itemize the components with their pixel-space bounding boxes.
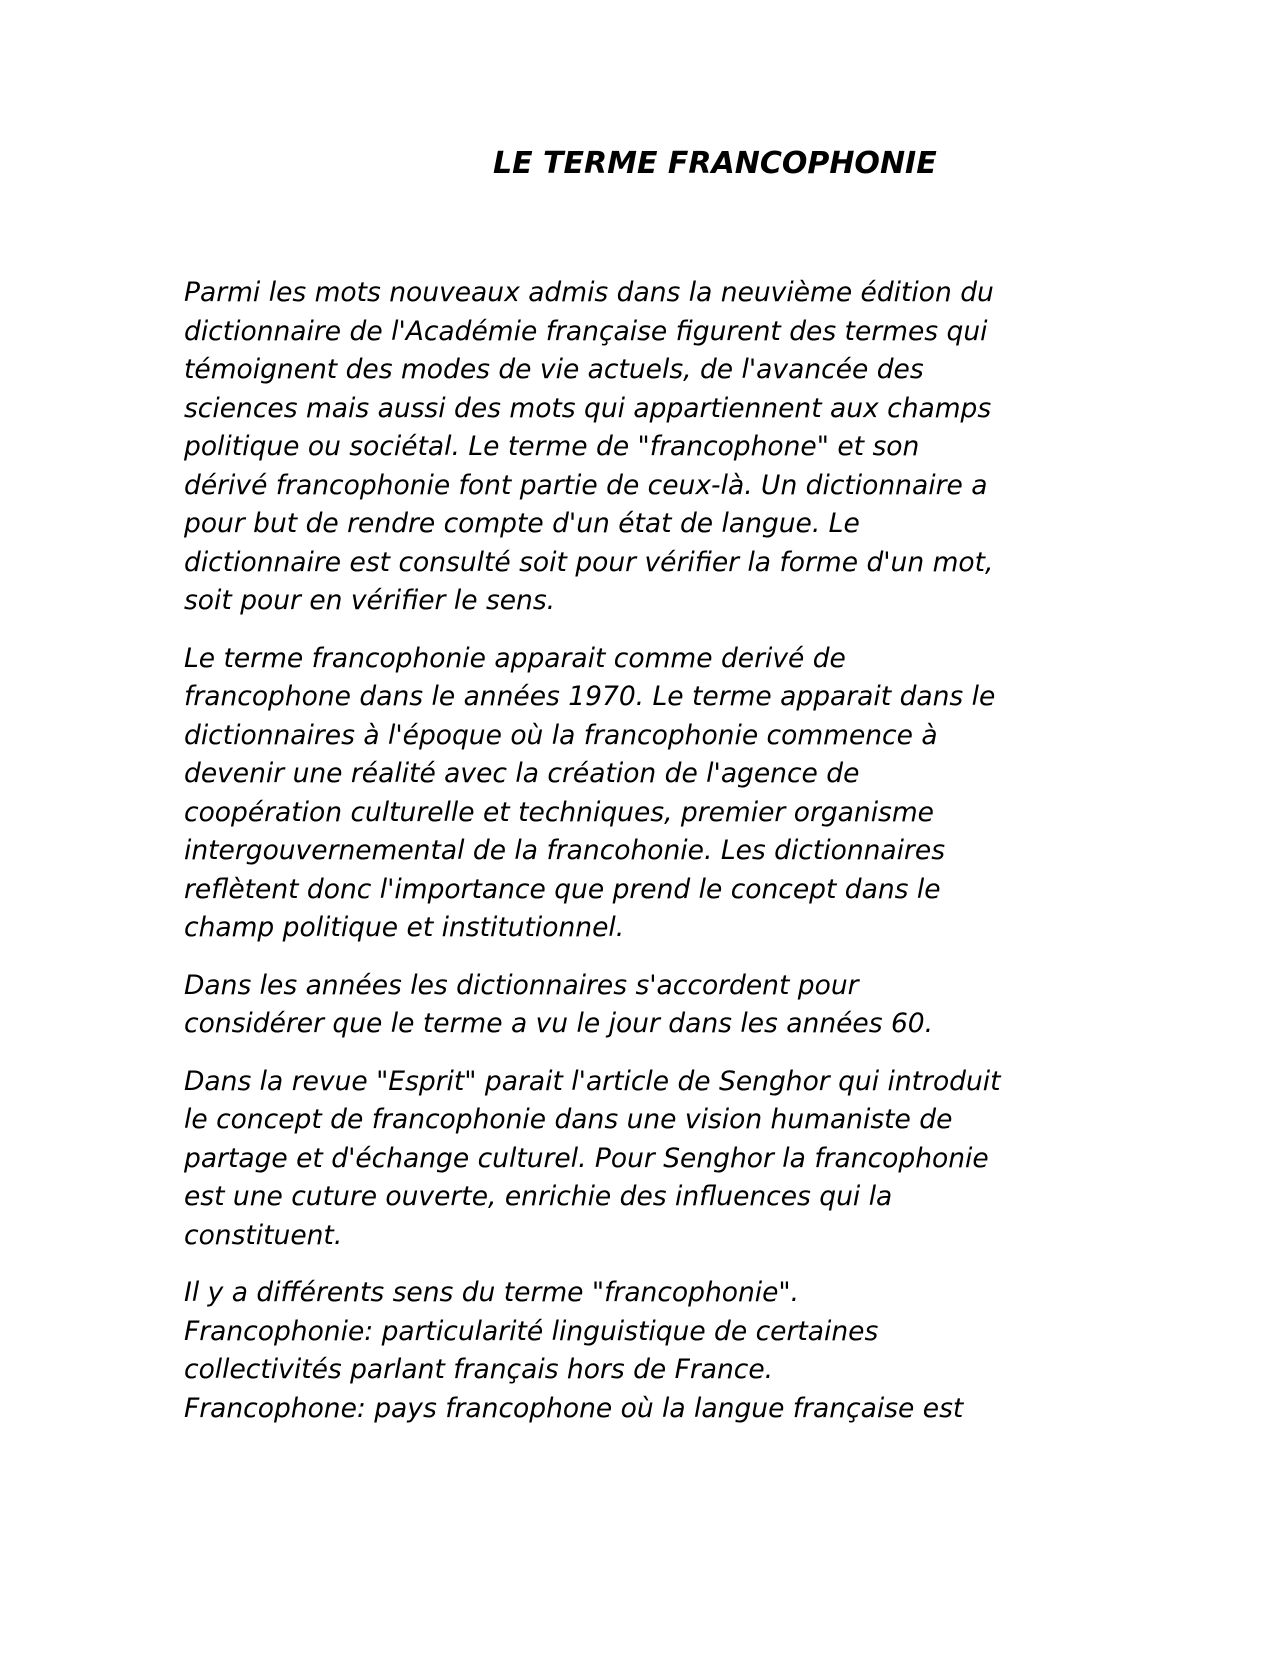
text-line: pour but de rendre compte d'un état de langue. Le [184, 508, 860, 539]
text-line: Francophone: pays francophone où la langue française est [184, 1392, 964, 1424]
text-line: dictionnaire de l'Académie française figurent des termes qui [184, 315, 988, 347]
text-line: partage et d'échange culturel. Pour Senghor la francophonie [184, 1142, 989, 1174]
text-line: Francophonie: particularité linguistique de certaines [184, 1315, 879, 1347]
paragraph-4 [184, 1063, 1104, 1256]
text-line: le concept de francophonie dans une vision humaniste de [184, 1104, 953, 1135]
text-line: reflètent donc l'importance que prend le concept dans le [184, 873, 941, 905]
text-line: sciences mais aussi des mots qui appartiennent aux champs [184, 392, 992, 424]
page-title: LE TERME FRANCOPHONIE [493, 146, 937, 181]
text-line: coopération culturelle et techniques, premier organisme [184, 796, 934, 828]
text-line: dictionnaire est consulté soit pour vérifier la forme d'un mot, [184, 546, 994, 578]
text-line: francophone dans le années 1970. Le terme apparait dans le [184, 681, 996, 712]
paragraph-5 [184, 1274, 1104, 1428]
text-line: dérivé francophonie font partie de ceux-là. Un dictionnaire a [184, 469, 988, 501]
text-line: intergouvernemental de la francohonie. Les dictionnaires [184, 835, 946, 866]
text-line: témoignent des modes de vie actuels, de l'avancée des [184, 354, 924, 385]
text-line: Parmi les mots nouveaux admis dans la neuvième édition du [184, 277, 994, 308]
text-line: Il y a différents sens du terme "francophonie". [184, 1277, 800, 1308]
paragraph-3 [184, 967, 1104, 1044]
text-line: dictionnaires à l'époque où la francophonie commence à [184, 719, 938, 751]
text-line: politique ou sociétal. Le terme de "francophone" et son [184, 431, 920, 462]
document-body [184, 274, 1104, 1447]
text-line: soit pour en vérifier le sens. [184, 585, 556, 616]
paragraph-1 [184, 274, 1104, 621]
text-line: Dans la revue "Esprit" parait l'article de Senghor qui introduit [184, 1065, 1001, 1097]
text-line: Dans les années les dictionnaires s'accordent pour [184, 969, 859, 1001]
paragraph-2 [184, 640, 1104, 948]
text-line: considérer que le terme a vu le jour dans les années 60. [184, 1008, 934, 1039]
text-line: collectivités parlant français hors de France. [184, 1354, 774, 1385]
text-line: constituent. [184, 1219, 343, 1251]
text-line: est une cuture ouverte, enrichie des influences qui la [184, 1181, 893, 1212]
text-line: Le terme francophonie apparait comme derivé de [184, 642, 846, 674]
text-line: devenir une réalité avec la création de l'agence de [184, 758, 860, 789]
text-line: champ politique et institutionnel. [184, 912, 625, 943]
